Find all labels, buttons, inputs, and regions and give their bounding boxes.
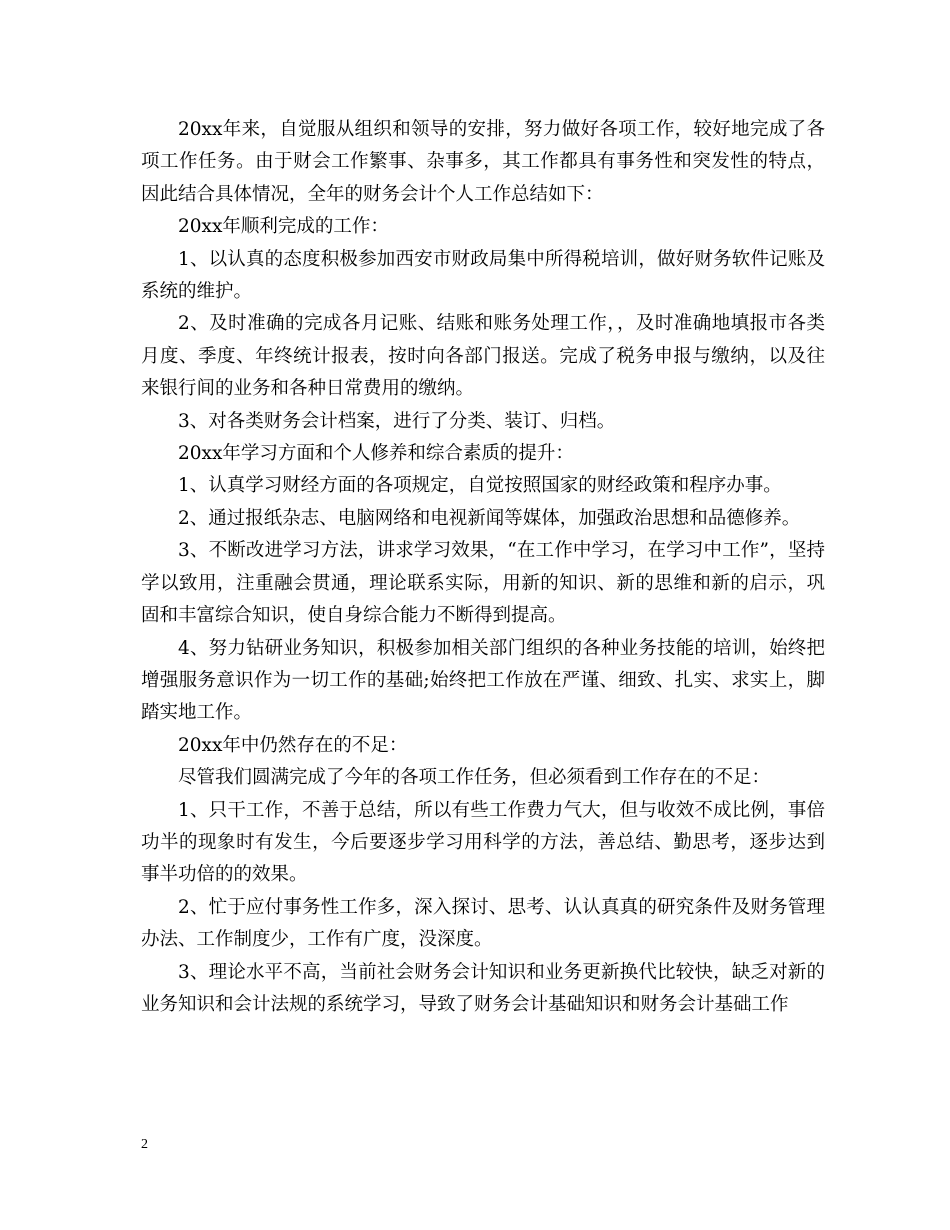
paragraph-study-3: 3、不断改进学习方法，讲求学习效果，“在工作中学习，在学习中工作”，坚持学以致用，注重融会贯通，理论联系实际，用新的知识、新的思维和新的启示，巩固和丰富综合知识，使自身综合能力不断得到提高。	[141, 540, 825, 627]
paragraph-study-1: 1、认真学习财经方面的各项规定，自觉按照国家的财经政策和程序办事。	[178, 475, 782, 497]
paragraph-shortcomings-1: 1、只干工作，不善于总结，所以有些工作费力气大，但与收效不成比例，事倍功半的现象时有发生，今后要逐步学习用科学的方法，善总结、勤思考，逐步达到事半功倍的的效果。	[141, 799, 825, 886]
heading-study-improvement: 20xx年学习方面和个人修养和综合素质的提升：	[178, 443, 574, 465]
paragraph-study-2: 2、通过报纸杂志、电脑网络和电视新闻等媒体，加强政治思想和品德修养。	[178, 507, 801, 529]
paragraph-completed-1: 1、以认真的态度积极参加西安市财政局集中所得税培训，做好财务软件记账及系统的维护。	[141, 248, 825, 303]
paragraph-shortcomings-2: 2、忙于应付事务性工作多，深入探讨、思考、认认真真的研究条件及财务管理办法、工作制度少，工作有广度，没深度。	[141, 896, 825, 951]
paragraph-shortcomings-intro: 尽管我们圆满完成了今年的各项工作任务，但必须看到工作存在的不足：	[178, 767, 771, 789]
heading-shortcomings: 20xx年中仍然存在的不足：	[178, 734, 408, 756]
paragraph-study-4: 4、努力钻研业务知识，积极参加相关部门组织的各种业务技能的培训，始终把增强服务意识作为一切工作的基础;始终把工作放在严谨、细致、扎实、求实上，脚踏实地工作。	[141, 637, 825, 724]
paragraph-shortcomings-3: 3、理论水平不高，当前社会财务会计知识和业务更新换代比较快，缺乏对新的业务知识和会计法规的系统学习，导致了财务会计基础知识和财务会计基础工作	[141, 961, 825, 1015]
paragraph-completed-3: 3、对各类财务会计档案，进行了分类、装订、归档。	[178, 410, 616, 432]
heading-completed-work: 20xx年顺利完成的工作：	[178, 216, 389, 238]
page-number: 2	[141, 1137, 148, 1152]
paragraph-completed-2: 2、及时准确的完成各月记账、结账和账务处理工作，，及时准确地填报市各类月度、季度、年终统计报表，按时向各部门报送。完成了税务申报与缴纳，以及往来银行间的业务和各种日常费用的缴纳。	[141, 313, 825, 400]
paragraph-intro: 20xx年来，自觉服从组织和领导的安排，努力做好各项工作，较好地完成了各项工作任务。由于财会工作繁事、杂事多，其工作都具有事务性和突发性的特点，因此结合具体情况，全年的财务会计个人工作总结如下：	[141, 119, 825, 205]
document-body	[141, 114, 825, 1021]
